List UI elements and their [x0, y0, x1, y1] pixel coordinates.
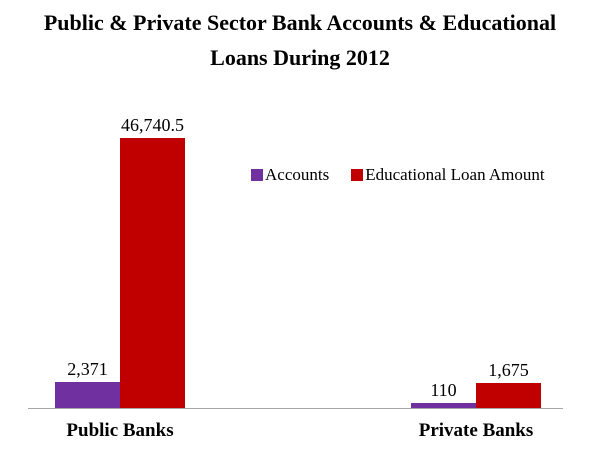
value-label-educational-loan-amount-private-banks: 1,675: [488, 360, 529, 380]
bar-accounts-private-banks: [411, 403, 476, 408]
bar-educational-loan-amount-private-banks: [476, 383, 541, 408]
bar-accounts-public-banks: [55, 382, 120, 408]
legend-label-educational-loan-amount: Educational Loan Amount: [365, 165, 545, 184]
bar-educational-loan-amount-public-banks: [120, 138, 185, 408]
value-label-accounts-public-banks: 2,371: [67, 359, 108, 379]
value-label-educational-loan-amount-public-banks: 46,740.5: [121, 115, 184, 135]
category-label-public-banks: Public Banks: [66, 420, 174, 441]
chart-title-line-2: Loans During 2012: [210, 45, 390, 70]
value-label-accounts-private-banks: 110: [430, 380, 457, 400]
category-label-private-banks: Private Banks: [418, 420, 534, 441]
chart-title-line-1: Public & Private Sector Bank Accounts & Educational: [43, 10, 557, 35]
legend-label-accounts: Accounts: [265, 165, 330, 184]
x-axis-line: [28, 408, 563, 409]
